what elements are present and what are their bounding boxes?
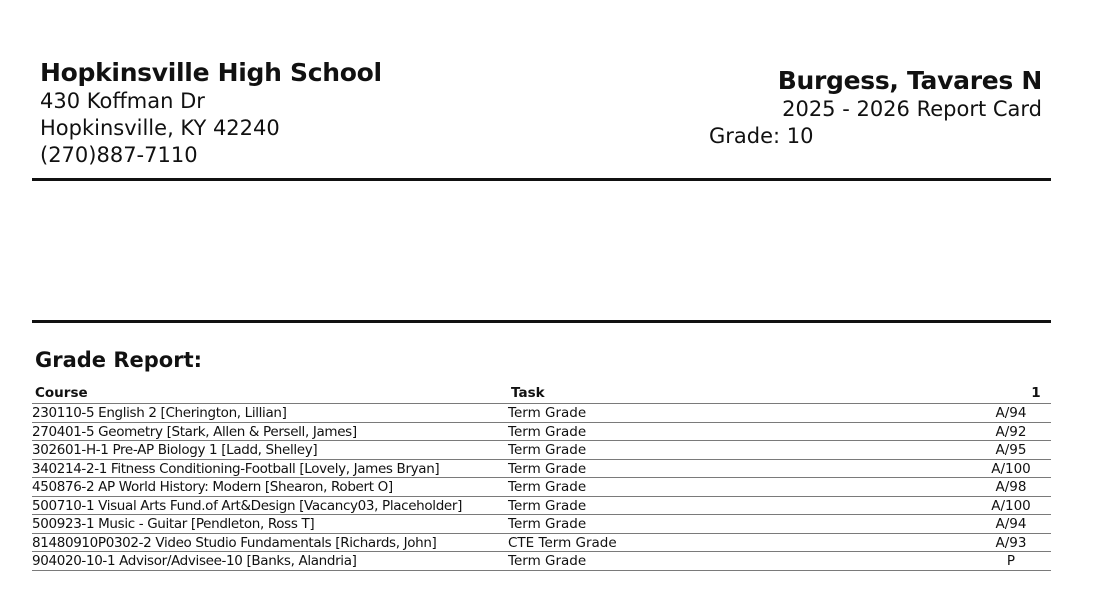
course-cell: 270401-5 Geometry [Stark, Allen & Persell, James] (32, 423, 357, 440)
task-cell: CTE Term Grade (508, 534, 617, 551)
course-cell: 450876-2 AP World History: Modern [Shearon, Robert O] (32, 479, 393, 495)
task-cell: Term Grade (508, 423, 587, 440)
task-cell: Term Grade (508, 479, 587, 495)
school-address-line1: 430 Koffman Dr (40, 89, 205, 113)
table-row (32, 460, 1051, 479)
course-cell: 904020-10-1 Advisor/Advisee-10 [Banks, Alandria] (32, 553, 357, 569)
course-cell: 340214-2-1 Fitness Conditioning-Football [Lovely, James Bryan] (32, 460, 440, 477)
grade-cell: A/94 (995, 516, 1027, 532)
task-cell: Term Grade (508, 460, 587, 477)
grade-cell: A/100 (991, 497, 1031, 514)
table-row (32, 534, 1051, 553)
grade-table (32, 384, 1051, 571)
table-row (32, 515, 1051, 534)
column-header-term: 1 (1031, 385, 1041, 401)
school-name: Hopkinsville High School (40, 58, 382, 87)
column-header-task: Task (511, 385, 545, 401)
column-header-course: Course (35, 385, 88, 401)
report-title: 2025 - 2026 Report Card (782, 97, 1042, 121)
task-cell: Term Grade (508, 442, 587, 458)
table-header-row (32, 384, 1051, 404)
table-row (32, 404, 1051, 423)
task-cell: Term Grade (508, 553, 587, 569)
course-cell: 230110-5 English 2 [Cherington, Lillian] (32, 405, 287, 421)
grade-cell: A/98 (995, 479, 1027, 495)
table-row (32, 552, 1051, 571)
table-row (32, 423, 1051, 442)
table-row (32, 441, 1051, 460)
task-cell: Term Grade (508, 497, 587, 514)
course-cell: 500710-1 Visual Arts Fund.of Art&Design [Vacancy03, Placeholder] (32, 497, 462, 514)
grade-cell: A/94 (995, 405, 1027, 421)
table-row (32, 497, 1051, 516)
task-cell: Term Grade (508, 516, 587, 532)
divider-top (32, 178, 1051, 181)
grade-rows (32, 404, 1051, 571)
grade-cell: A/93 (995, 534, 1027, 551)
school-address-line2: Hopkinsville, KY 42240 (40, 116, 280, 140)
task-cell: Term Grade (508, 405, 587, 421)
grade-level: Grade: 10 (709, 124, 814, 148)
grade-cell: P (1006, 553, 1016, 569)
student-name: Burgess, Tavares N (777, 66, 1042, 95)
grade-report-title: Grade Report: (35, 348, 203, 372)
grade-cell: A/92 (995, 423, 1027, 440)
course-cell: 302601-H-1 Pre-AP Biology 1 [Ladd, Shelley] (32, 442, 318, 458)
grade-cell: A/95 (995, 442, 1027, 458)
table-row (32, 478, 1051, 497)
divider-bottom (32, 320, 1051, 323)
school-phone: (270)887-7110 (40, 143, 198, 167)
grade-cell: A/100 (991, 460, 1031, 477)
course-cell: 81480910P0302-2 Video Studio Fundamentals [Richards, John] (32, 534, 437, 551)
course-cell: 500923-1 Music - Guitar [Pendleton, Ross T] (32, 516, 315, 532)
